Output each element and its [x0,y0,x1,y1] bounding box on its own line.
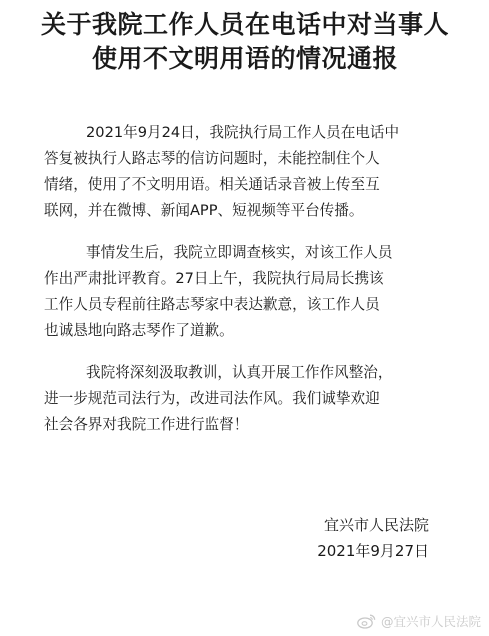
weibo-icon [357,613,377,629]
paragraph-line: 事情发生后，我院立即调查核实，对该工作人员 [86,244,393,261]
notice-title [20,8,470,76]
paragraph-line: 我院将深刻汲取教训，认真开展工作作风整治， [86,364,393,381]
signature-block [317,512,429,564]
title-line-1: 关于我院工作人员在电话中对当事人 [40,10,449,39]
title-line-2: 使用不文明用语的情况通报 [91,44,398,73]
weibo-watermark [357,612,481,630]
paragraph-2 [44,240,448,344]
paragraph-line: 2021年9月24日，我院执行局工作人员在电话中 [86,124,400,141]
paragraph-line: 情绪，使用了不文明用语。相关通话录音被上传至互 [44,176,380,193]
watermark-text: @宜兴市人民法院 [380,614,481,629]
signature-date: 2021年9月27日 [317,542,429,560]
paragraph-3 [44,360,448,438]
paragraph-line: 社会各界对我院工作进行监督！ [44,416,249,433]
paragraph-line: 也诚恳地向路志琴作了道歉。 [44,322,234,339]
paragraph-1 [44,120,448,224]
signature-org: 宜兴市人民法院 [323,516,429,534]
paragraph-line: 作出严肃批评教育。27日上午，我院执行局局长携该 [44,270,384,287]
paragraph-line: 联网，并在微博、新闻APP、短视频等平台传播。 [44,202,364,219]
paragraph-line: 答复被执行人路志琴的信访问题时，未能控制住个人 [44,150,380,167]
paragraph-line: 工作人员专程前往路志琴家中表达歉意，该工作人员 [44,296,380,313]
paragraph-line: 进一步规范司法行为，改进司法作风。我们诚挚欢迎 [44,390,380,407]
